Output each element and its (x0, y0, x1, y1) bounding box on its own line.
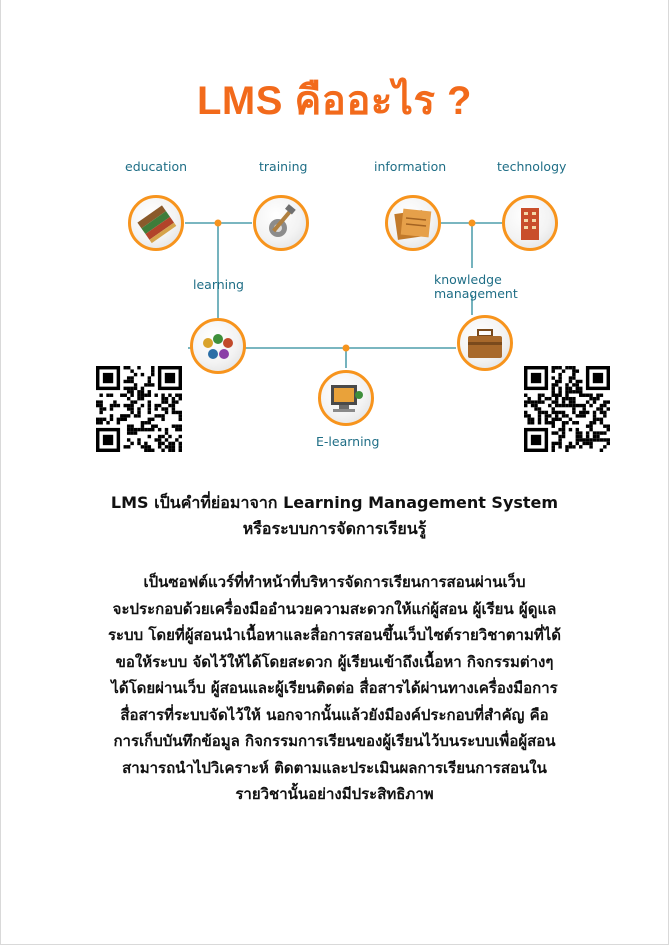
label-technology: technology (497, 159, 567, 174)
label-training: training (259, 159, 308, 174)
description-paragraph (58, 569, 611, 808)
page-title: LMS คืออะไร ? (197, 79, 472, 123)
lms-diagram (0, 150, 669, 460)
paragraph-line: ระบบ โดยที่ผู้สอนนำเนื้อหาและสื่อการสอนขึ้นเว็บไซต์รายวิชาตามที่ได้ (107, 626, 562, 644)
paragraph-line: รายวิชานั้นอย่างมีประสิทธิภาพ (235, 785, 434, 803)
people-icon (190, 318, 246, 374)
tools-icon (253, 195, 309, 251)
intro-line-1: LMS เป็นคำที่ย่อมาจาก Learning Management System (110, 493, 559, 512)
paragraph-line: จะประกอบด้วยเครื่องมืออำนวยความสะดวกให้แก่ผู้สอน ผู้เรียน ผู้ดูแล (112, 599, 557, 618)
building-icon (502, 195, 558, 251)
paragraph-line: ได้โดยผ่านเว็บ ผู้สอนและผู้เรียนติดต่อ สื่อสารได้ผ่านทางเครื่องมือการ (111, 679, 558, 697)
qr-code-left[interactable] (96, 366, 182, 452)
label-education: education (125, 159, 188, 174)
label-management: management (434, 286, 518, 301)
paragraph-line: สามารถนำไปวิเคราะห์ ติดตามและประเมินผลการเรียนการสอนใน (122, 758, 547, 777)
qr-code-right[interactable] (524, 366, 610, 452)
label-information: information (374, 159, 447, 174)
briefcase-icon (457, 315, 513, 371)
books-icon (128, 195, 184, 251)
paragraph-line: เป็นซอฟต์แวร์ที่ทำหน้าที่บริหารจัดการเรียนการสอนผ่านเว็บ (143, 573, 526, 591)
paragraph-line: สื่อสารที่ระบบจัดไว้ให้ นอกจากนั้นแล้วยังมีองค์ประกอบที่สำคัญ คือ (120, 705, 549, 724)
computer-icon (318, 370, 374, 426)
intro-line-2: หรือระบบการจัดการเรียนรู้ (242, 519, 427, 538)
folder-icon (385, 195, 441, 251)
label-elearning: E-learning (316, 434, 380, 449)
label-knowledge: knowledge (434, 272, 502, 287)
label-learning: learning (193, 277, 244, 292)
intro-text (0, 490, 669, 542)
paragraph-line: ขอให้ระบบ จัดไว้ให้ได้โดยสะดวก ผู้เรียนเข้าถึงเนื้อหา กิจกรรมต่างๆ (115, 652, 554, 671)
paragraph-line: การเก็บบันทึกข้อมูล กิจกรรมการเรียนของผู้เรียนไว้บนระบบเพื่อผู้สอน (113, 732, 556, 750)
